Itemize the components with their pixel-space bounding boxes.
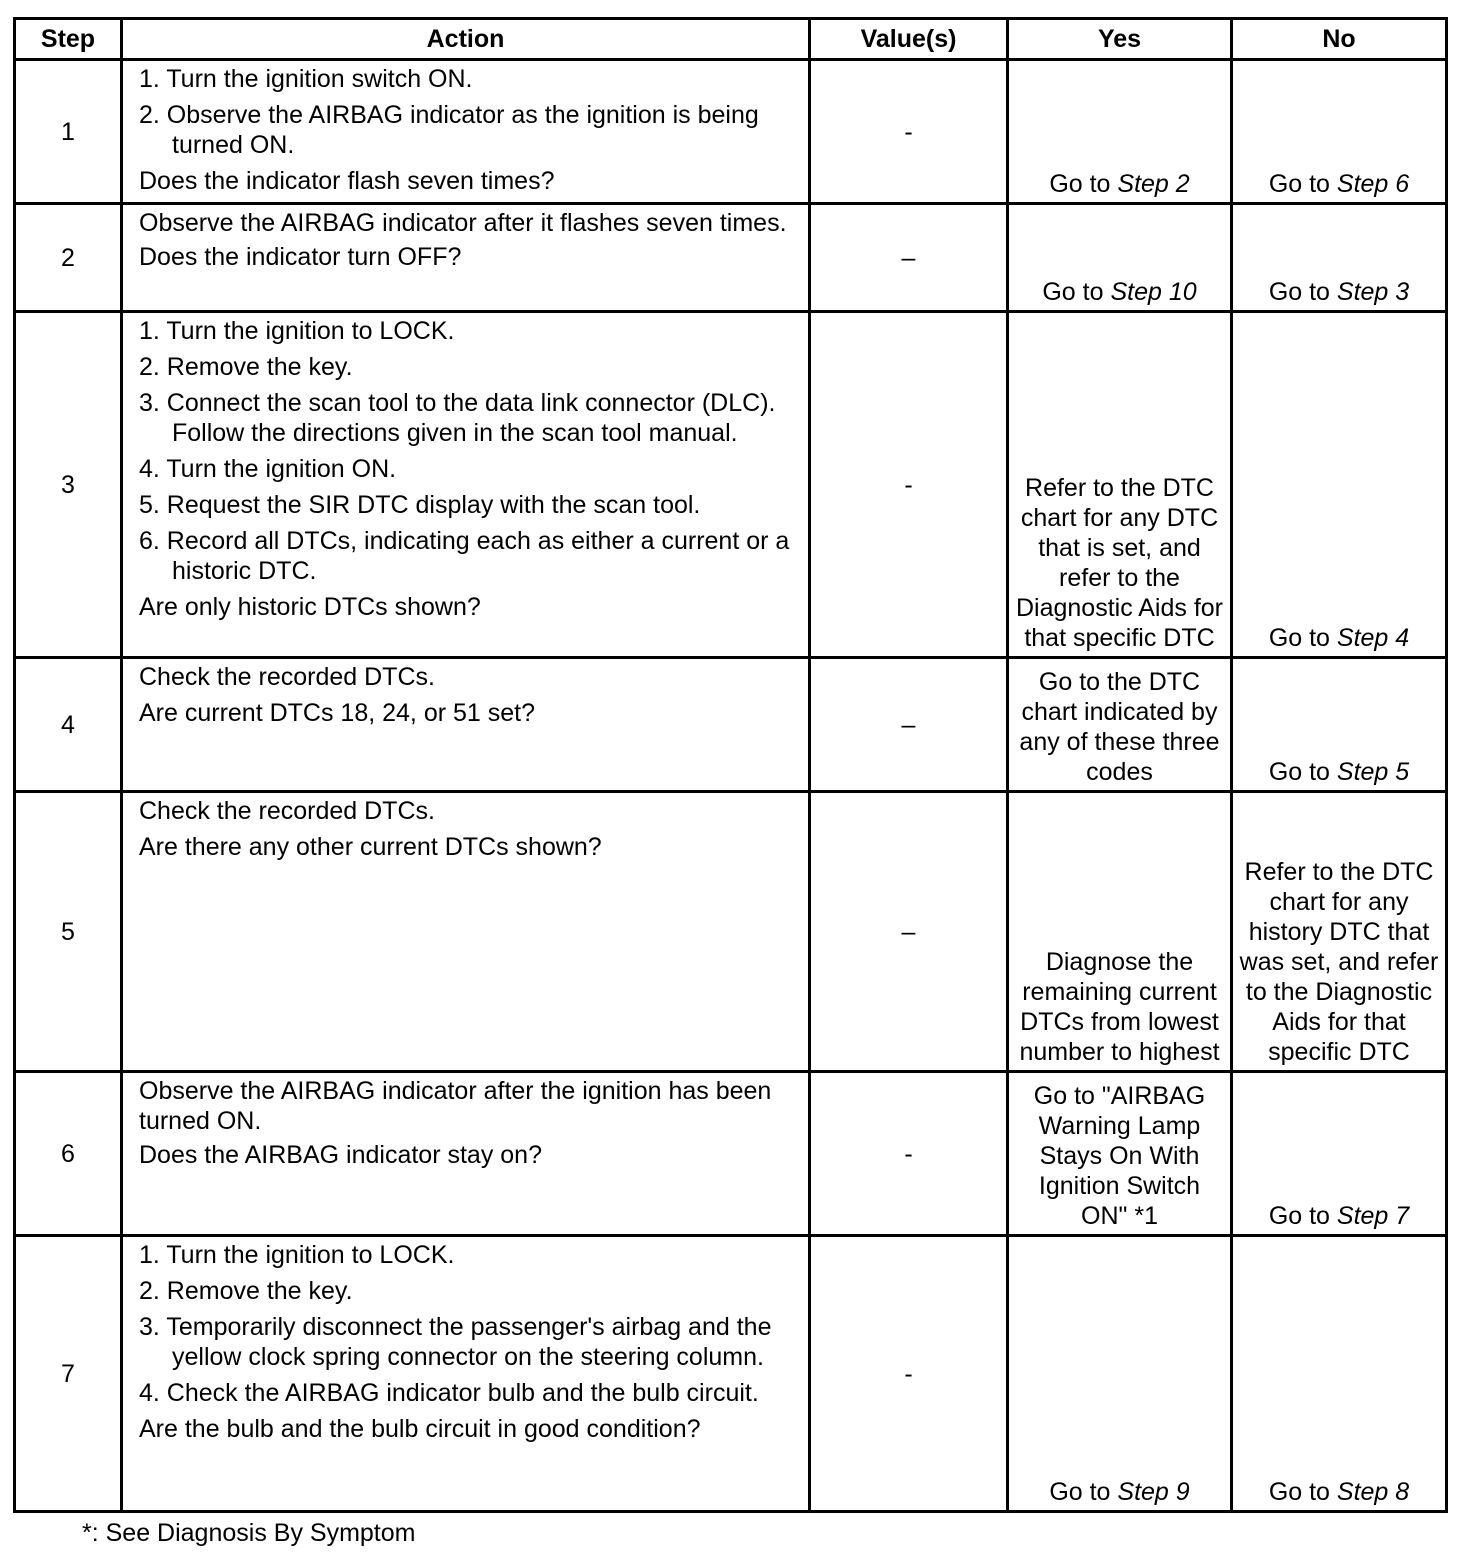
value-cell: –: [810, 204, 1008, 312]
yes-cell: [1008, 1236, 1232, 1512]
goto-prefix: Go to: [1268, 1478, 1337, 1506]
yes-cell: Refer to the DTC chart for any DTC that is set, and refer to the Diagnostic Aids for that specific DTC: [1008, 312, 1232, 658]
value-cell: –: [810, 658, 1008, 792]
yes-cell: [1008, 204, 1232, 312]
step-link[interactable]: Step 10: [1110, 278, 1197, 306]
action-item: 3. Connect the scan tool to the data link connector (DLC). Follow the directions given in the scan tool manual.: [139, 389, 776, 447]
action-cell: [122, 792, 810, 1072]
no-cell: [1232, 658, 1447, 792]
action-item: 3. Temporarily disconnect the passenger's airbag and the yellow clock spring connector on the steering column.: [139, 1313, 772, 1371]
action-cell: [122, 658, 810, 792]
step-number: 1: [15, 60, 122, 204]
header-action: Action: [122, 19, 810, 60]
action-text: Check the recorded DTCs.: [139, 663, 435, 691]
action-text: Observe the AIRBAG indicator after it flashes seven times.: [139, 209, 787, 237]
step-number: 3: [15, 312, 122, 658]
value-cell: -: [810, 312, 1008, 658]
action-cell: [122, 312, 810, 658]
step-link[interactable]: Step 8: [1336, 1478, 1410, 1506]
step-link[interactable]: Step 9: [1117, 1478, 1190, 1506]
no-cell: [1232, 312, 1447, 658]
action-question: Are only historic DTCs shown?: [139, 593, 481, 621]
no-cell: [1232, 1236, 1447, 1512]
action-item: 2. Observe the AIRBAG indicator as the ignition is being turned ON.: [139, 101, 759, 159]
header-yes: Yes: [1008, 19, 1232, 60]
no-cell: [1232, 60, 1447, 204]
table-row: [15, 312, 1447, 658]
action-cell: [122, 1072, 810, 1236]
table-row: [15, 658, 1447, 792]
step-link[interactable]: Step 7: [1336, 1202, 1410, 1230]
table-row: [15, 792, 1447, 1072]
goto-prefix: Go to: [1268, 624, 1337, 652]
step-number: 2: [15, 204, 122, 312]
header-no: No: [1232, 19, 1447, 60]
action-question: Are there any other current DTCs shown?: [139, 833, 602, 861]
yes-cell: Go to the DTC chart indicated by any of these three codes: [1008, 658, 1232, 792]
action-question: Are the bulb and the bulb circuit in good condition?: [139, 1415, 701, 1443]
step-number: 7: [15, 1236, 122, 1512]
step-link[interactable]: Step 2: [1117, 170, 1190, 198]
header-row: [15, 19, 1447, 60]
goto-prefix: Go to: [1042, 278, 1111, 306]
no-cell: [1232, 204, 1447, 312]
goto-prefix: Go to: [1268, 170, 1337, 198]
action-cell: [122, 1236, 810, 1512]
action-item: 2. Remove the key.: [139, 353, 353, 381]
action-item: 1. Turn the ignition switch ON.: [139, 65, 473, 93]
goto-prefix: Go to: [1268, 758, 1337, 786]
action-question: Does the indicator turn OFF?: [139, 243, 462, 271]
step-link[interactable]: Step 6: [1336, 170, 1410, 198]
value-cell: –: [810, 792, 1008, 1072]
no-cell: [1232, 1072, 1447, 1236]
action-item: 1. Turn the ignition to LOCK.: [139, 317, 455, 345]
goto-prefix: Go to: [1049, 170, 1118, 198]
goto-prefix: Go to: [1049, 1478, 1118, 1506]
action-text: Observe the AIRBAG indicator after the ignition has been turned ON.: [139, 1077, 772, 1135]
yes-cell: Go to "AIRBAG Warning Lamp Stays On With Ignition Switch ON" *1: [1008, 1072, 1232, 1236]
table-row: [15, 60, 1447, 204]
step-link[interactable]: Step 5: [1336, 758, 1410, 786]
goto-prefix: Go to: [1268, 278, 1337, 306]
step-number: 4: [15, 658, 122, 792]
header-step: Step: [15, 19, 122, 60]
header-value: Value(s): [810, 19, 1008, 60]
action-cell: [122, 60, 810, 204]
action-item: 2. Remove the key.: [139, 1277, 353, 1305]
value-cell: -: [810, 60, 1008, 204]
action-cell: [122, 204, 810, 312]
diagnostic-table: [13, 17, 1448, 1513]
table-row: [15, 204, 1447, 312]
action-item: 5. Request the SIR DTC display with the scan tool.: [139, 491, 701, 519]
step-link[interactable]: Step 3: [1336, 278, 1410, 306]
action-item: 6. Record all DTCs, indicating each as either a current or a historic DTC.: [139, 527, 790, 585]
action-question: Does the AIRBAG indicator stay on?: [139, 1141, 542, 1169]
action-item: 4. Check the AIRBAG indicator bulb and the bulb circuit.: [139, 1379, 759, 1407]
step-number: 6: [15, 1072, 122, 1236]
footnote: *: See Diagnosis By Symptom: [82, 1519, 416, 1547]
no-cell: Refer to the DTC chart for any history DTC that was set, and refer to the Diagnostic Aids for that specific DTC: [1232, 792, 1447, 1072]
step-number: 5: [15, 792, 122, 1072]
action-question: Does the indicator flash seven times?: [139, 167, 555, 195]
yes-cell: [1008, 60, 1232, 204]
action-question: Are current DTCs 18, 24, or 51 set?: [139, 699, 536, 727]
action-text: Check the recorded DTCs.: [139, 797, 435, 825]
action-item: 4. Turn the ignition ON.: [139, 455, 397, 483]
yes-cell: Diagnose the remaining current DTCs from lowest number to highest: [1008, 792, 1232, 1072]
action-item: 1. Turn the ignition to LOCK.: [139, 1241, 455, 1269]
table-row: [15, 1236, 1447, 1512]
value-cell: -: [810, 1072, 1008, 1236]
value-cell: -: [810, 1236, 1008, 1512]
table-row: [15, 1072, 1447, 1236]
step-link[interactable]: Step 4: [1336, 624, 1410, 652]
goto-prefix: Go to: [1268, 1202, 1337, 1230]
